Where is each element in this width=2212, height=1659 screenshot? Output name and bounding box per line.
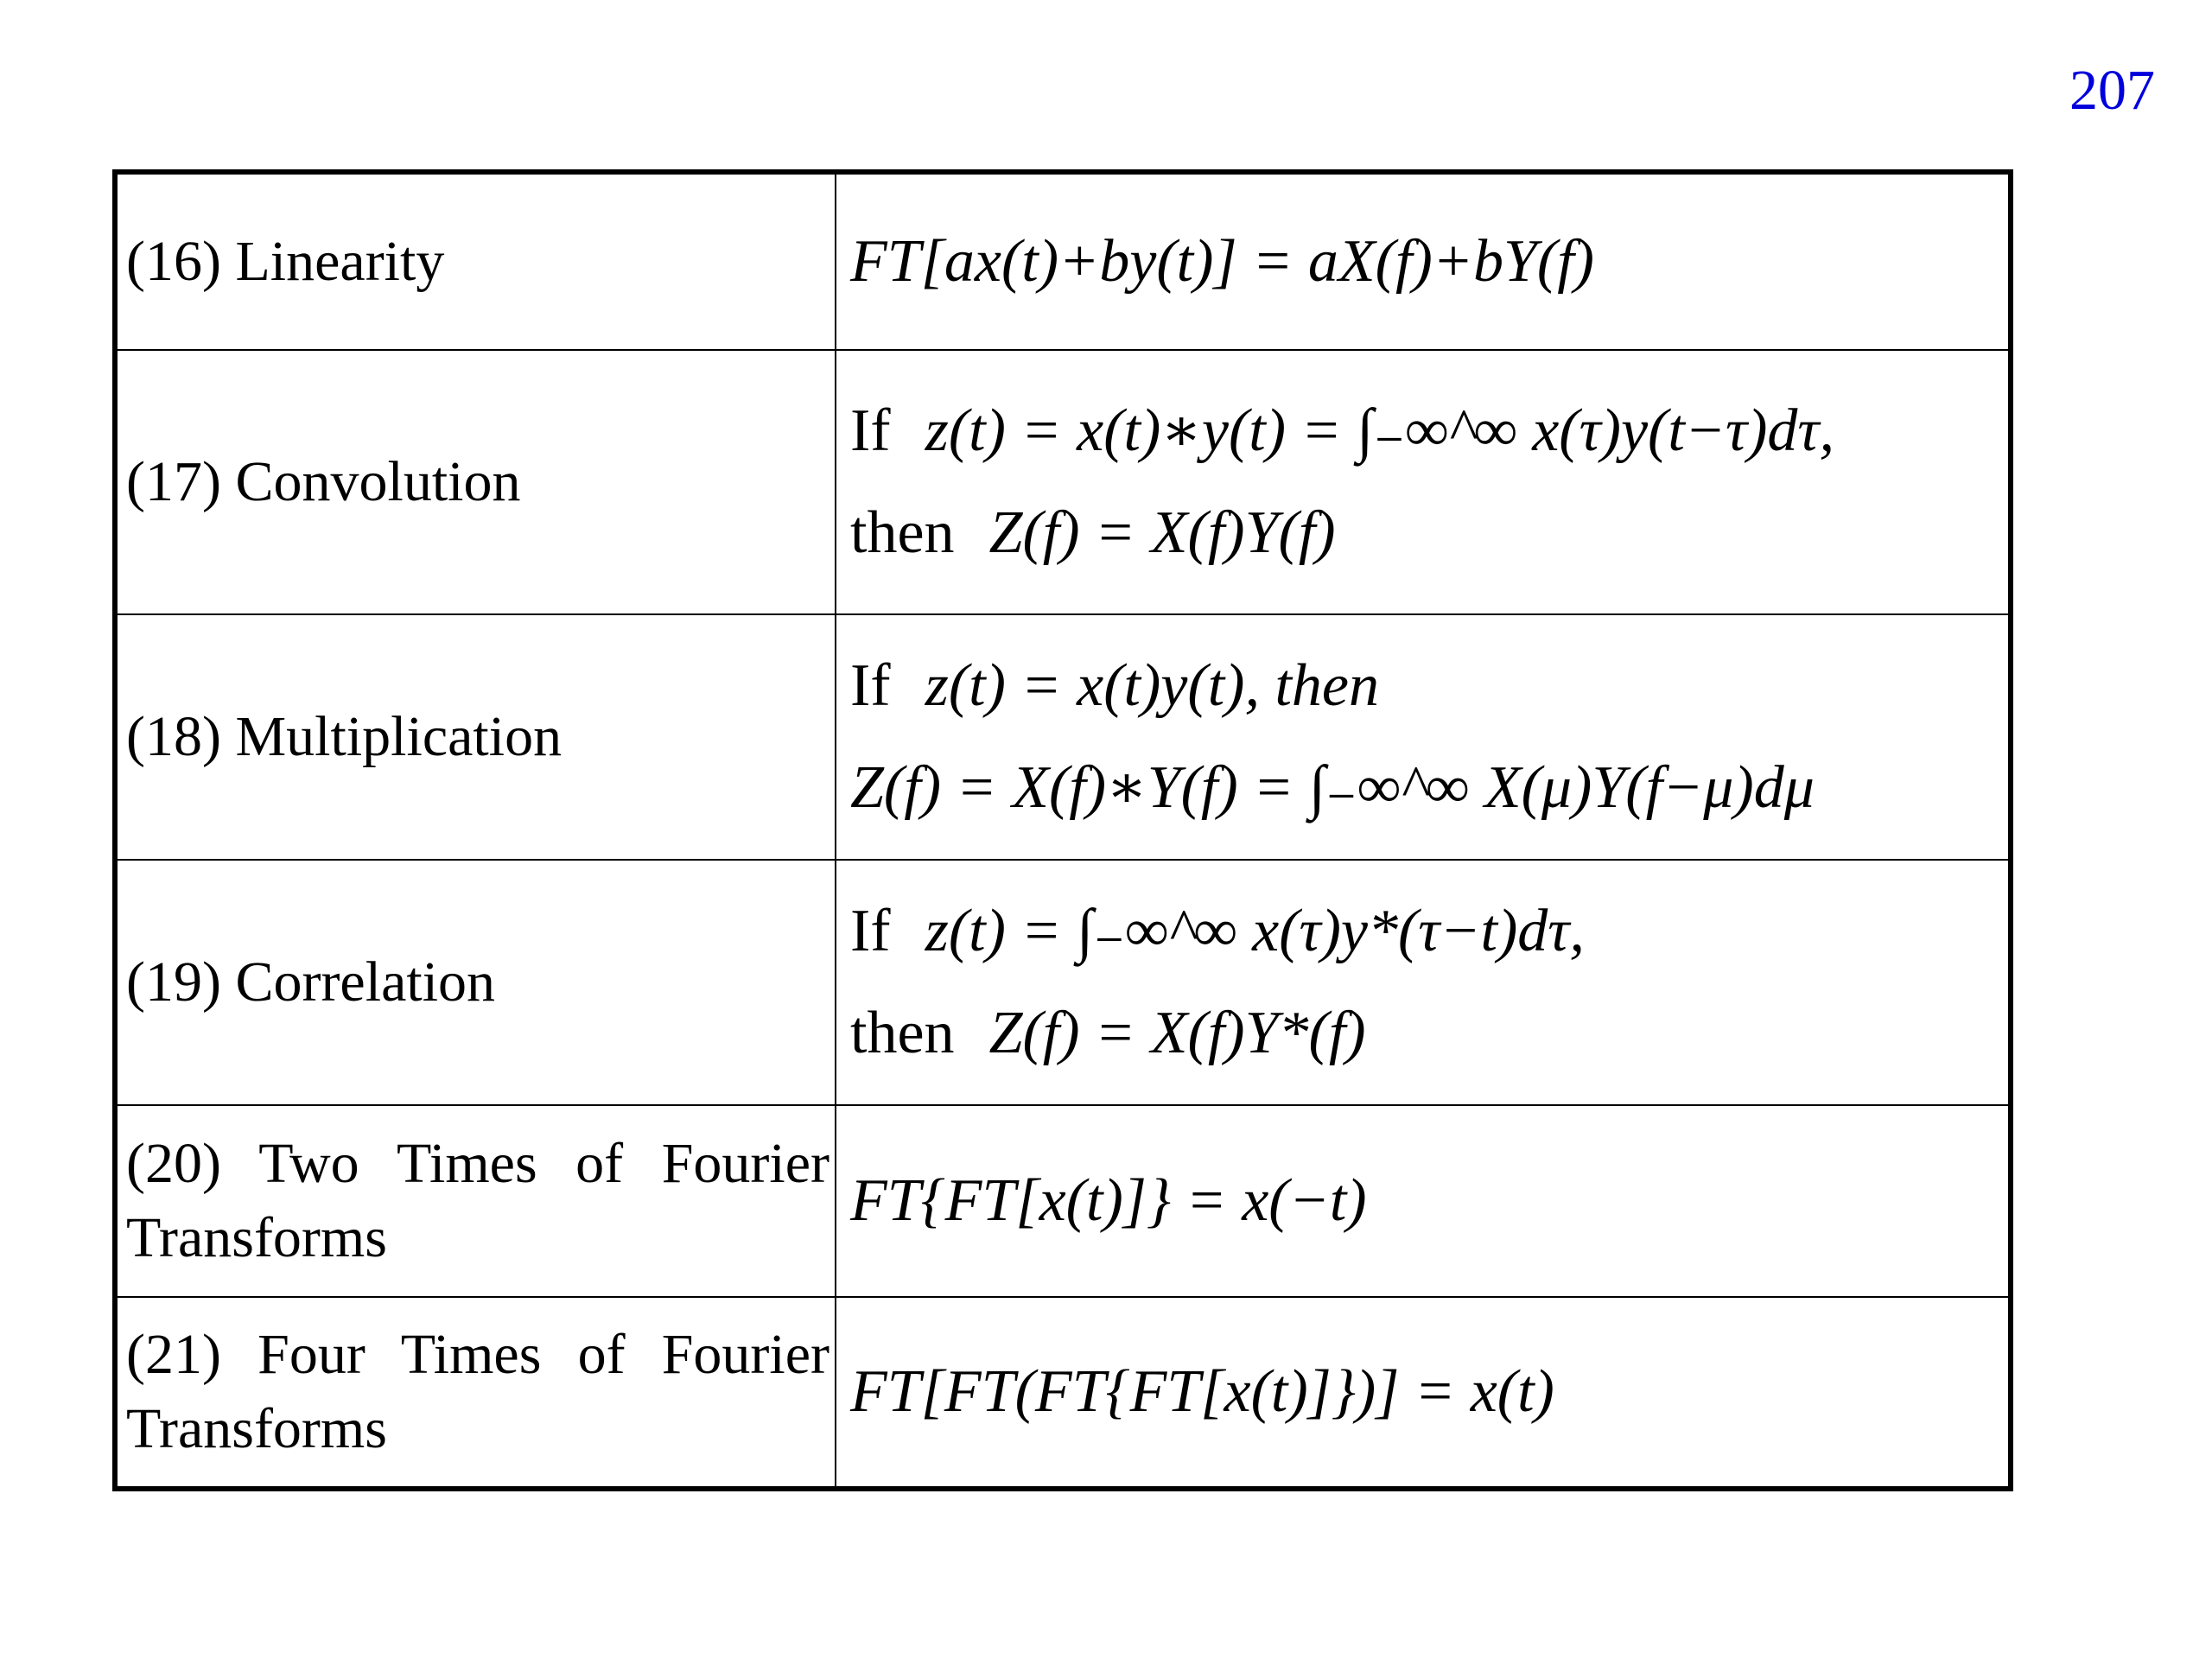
formula-line (850, 997, 2008, 1070)
formula-word: If (850, 397, 891, 464)
formula-word: If (850, 898, 891, 964)
formula-line (850, 1356, 2008, 1428)
formula-line (850, 497, 2008, 569)
formula-math: FT{FT[x(t)]} = x(−t) (850, 1167, 1367, 1234)
formula-word: then (850, 499, 955, 566)
formula-line (850, 752, 2008, 824)
formula-math: Z(f) = X(f)∗Y(f) = ∫₋∞^∞ X(μ)Y(f−μ)dμ (850, 754, 1815, 821)
formula-line (850, 650, 2008, 722)
formula-line (850, 395, 2008, 467)
property-label (126, 1127, 835, 1275)
fourier-properties-table (112, 169, 2013, 1491)
formula-cell (836, 1298, 2008, 1486)
property-label-line2: Transforms (126, 1397, 387, 1460)
formula-cell (836, 175, 2008, 351)
property-label-line1: (20) Two Times of Fourier (126, 1132, 830, 1196)
formula-cell (836, 615, 2008, 861)
formula-math: FT[FT(FT{FT[x(t)]})] = x(t) (850, 1358, 1554, 1425)
property-cell (118, 175, 836, 351)
formula-word: If (850, 652, 891, 719)
formula-line (850, 1165, 2008, 1237)
formula-math: z(t) = ∫₋∞^∞ x(τ)y*(τ−t)dτ, (925, 898, 1585, 964)
formula-cell (836, 1106, 2008, 1298)
formula-line (850, 895, 2008, 968)
property-label-line2: Transforms (126, 1206, 387, 1269)
property-label: (18) Multiplication (126, 705, 563, 769)
property-cell (118, 1298, 836, 1486)
property-label-line1: (21) Four Times of Fourier (126, 1323, 830, 1387)
page-number: 207 (2069, 59, 2155, 122)
formula-math: FT[ax(t)+by(t)] = aX(f)+bY(f) (850, 228, 1594, 295)
property-cell (118, 1106, 836, 1298)
formula-word: then (850, 1000, 955, 1066)
property-label: (19) Correlation (126, 950, 496, 1014)
property-label: (17) Convolution (126, 450, 521, 514)
formula-math: Z(f) = X(f)Y(f) (988, 499, 1336, 566)
property-cell (118, 351, 836, 615)
formula-cell (836, 861, 2008, 1106)
formula-line (850, 226, 2008, 298)
property-label (126, 1318, 835, 1466)
formula-math: z(t) = x(t)y(t), then (925, 652, 1379, 719)
formula-cell (836, 351, 2008, 615)
property-cell (118, 861, 836, 1106)
property-cell (118, 615, 836, 861)
property-label: (16) Linearity (126, 230, 445, 294)
formula-math: Z(f) = X(f)Y*(f) (988, 1000, 1366, 1066)
formula-math: z(t) = x(t)∗y(t) = ∫₋∞^∞ x(τ)y(t−τ)dτ, (925, 397, 1834, 464)
